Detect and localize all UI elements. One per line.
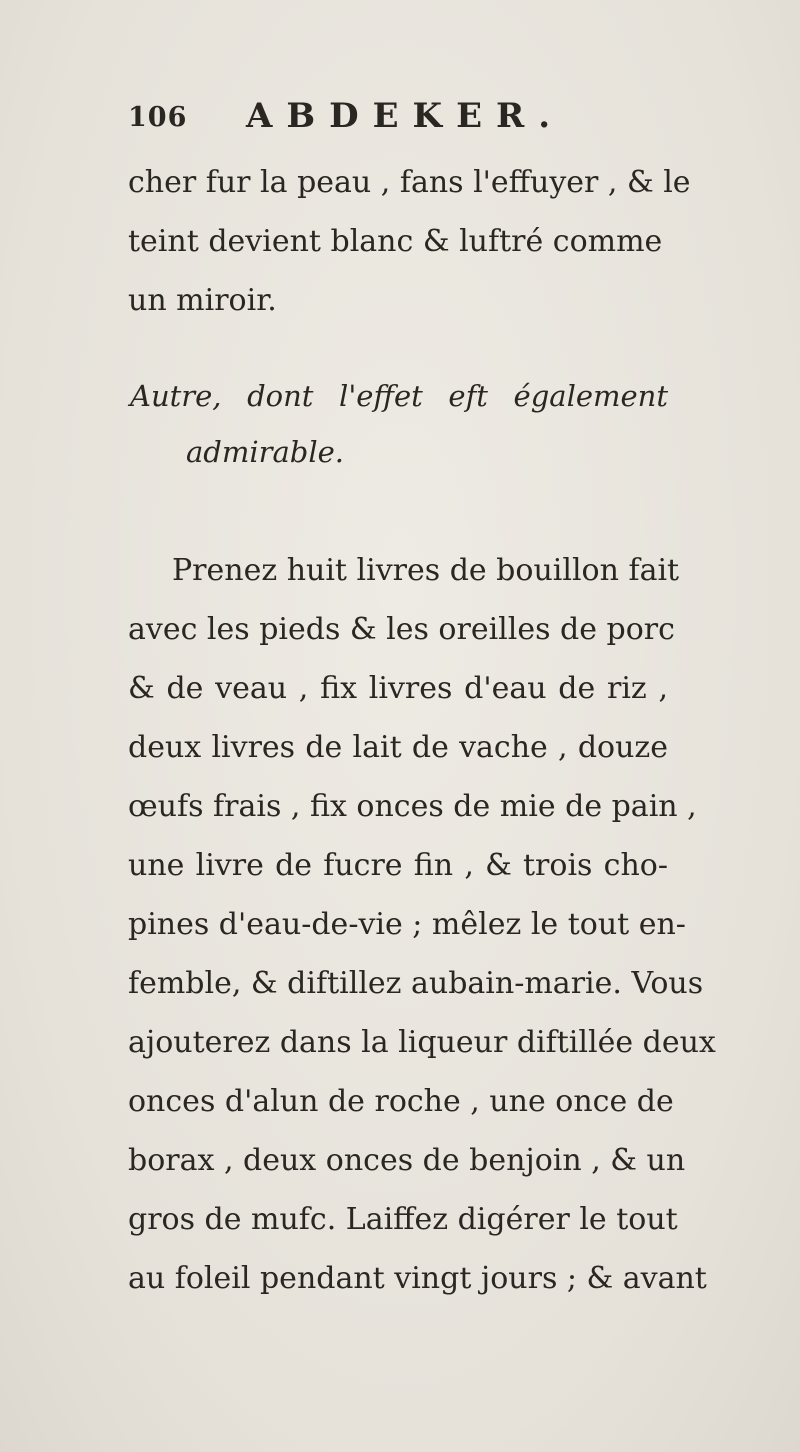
recipe-heading: Autre, dont l'effet eft également bbox=[130, 379, 668, 413]
recipe-line: deux livres de lait de vache , douze bbox=[128, 730, 668, 765]
recipe-line: & de veau , fix livres d'eau de riz , bbox=[128, 671, 668, 706]
recipe-line: borax , deux onces de benjoin , & un bbox=[128, 1143, 686, 1178]
recipe-line: avec les pieds & les oreilles de porc bbox=[128, 612, 675, 647]
recipe-line: gros de mufc. Laiffez digérer le tout bbox=[128, 1202, 678, 1237]
recipe-line: Prenez huit livres de bouillon fait bbox=[172, 553, 680, 588]
recipe-line: une livre de fucre fin , & trois cho- bbox=[128, 848, 668, 883]
recipe-line: pines d'eau-de-vie ; mêlez le tout en- bbox=[128, 907, 686, 942]
text-line: teint devient blanc & luftré comme bbox=[128, 224, 663, 259]
text-line: cher fur la peau , fans l'effuyer , & le bbox=[128, 165, 691, 200]
recipe-line: onces d'alun de roche , une once de bbox=[128, 1084, 674, 1119]
recipe-heading-continued: admirable. bbox=[186, 435, 344, 469]
page-number: 106 bbox=[128, 102, 188, 133]
page-header bbox=[128, 96, 688, 156]
recipe-line: œufs frais , fix onces de mie de pain , bbox=[128, 789, 697, 824]
recipe-line: femble, & diftillez aubain-marie. Vous bbox=[128, 966, 704, 1001]
text-line: un miroir. bbox=[128, 283, 277, 318]
running-title: ABDEKER. bbox=[246, 96, 565, 136]
recipe-line: au foleil pendant vingt jours ; & avant bbox=[128, 1261, 707, 1296]
recipe-line: ajouterez dans la liqueur diftillée deux bbox=[128, 1025, 716, 1060]
